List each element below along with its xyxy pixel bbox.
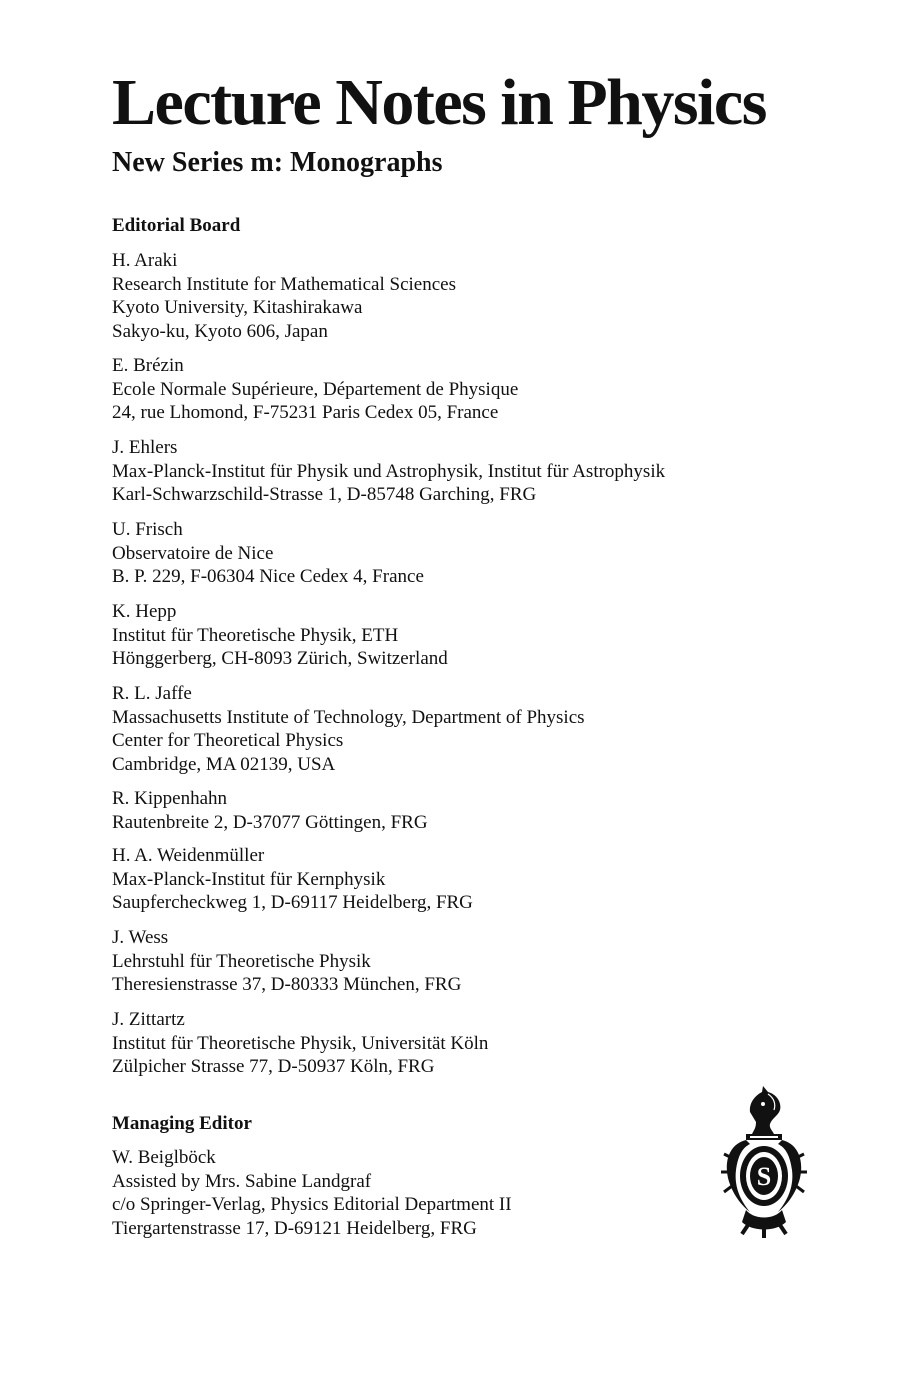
entry-line: B. P. 229, F-06304 Nice Cedex 4, France: [112, 566, 424, 587]
entry-line: 24, rue Lhomond, F-75231 Paris Cedex 05, France: [112, 402, 499, 423]
entry-line: Max-Planck-Institut für Kernphysik: [112, 868, 386, 890]
entry-line: R. Kippenhahn: [112, 788, 228, 809]
board-member-kippenhahn: [112, 787, 428, 834]
entry-line: Saupfercheckweg 1, D-69117 Heidelberg, FRG: [112, 892, 473, 913]
springer-knight-logo-icon: [716, 1082, 812, 1240]
series-title: Lecture Notes in Physics: [112, 66, 766, 139]
entry-line: Cambridge, MA 02139, USA: [112, 753, 336, 775]
entry-line: Lehrstuhl für Theoretische Physik: [112, 950, 371, 972]
managing-editor-heading: Managing Editor: [112, 1113, 252, 1134]
entry-line: Theresienstrasse 37, D-80333 München, FRG: [112, 974, 462, 995]
entry-line: J. Ehlers: [112, 437, 178, 458]
entry-line: W. Beiglböck: [112, 1147, 216, 1168]
entry-line: E. Brézin: [112, 355, 184, 376]
entry-line: Tiergartenstrasse 17, D-69121 Heidelberg, FRG: [112, 1217, 477, 1239]
entry-line: Assisted by Mrs. Sabine Landgraf: [112, 1170, 372, 1192]
board-member-brezin: [112, 354, 518, 425]
svg-text:S: S: [756, 1162, 772, 1191]
board-member-zittartz: [112, 1008, 488, 1079]
entry-line: Massachusetts Institute of Technology, Department of Physics: [112, 706, 585, 728]
entry-line: Sakyo-ku, Kyoto 606, Japan: [112, 320, 328, 342]
board-member-jaffe: [112, 682, 585, 776]
entry-line: c/o Springer-Verlag, Physics Editorial Department II: [112, 1194, 512, 1215]
entry-line: Hönggerberg, CH-8093 Zürich, Switzerland: [112, 648, 448, 669]
entry-line: Zülpicher Strasse 77, D-50937 Köln, FRG: [112, 1056, 435, 1077]
entry-line: Rautenbreite 2, D-37077 Göttingen, FRG: [112, 811, 428, 833]
editorial-board-heading: Editorial Board: [112, 215, 241, 236]
entry-line: Observatoire de Nice: [112, 542, 274, 564]
entry-line: Kyoto University, Kitashirakawa: [112, 297, 363, 318]
entry-line: K. Hepp: [112, 601, 177, 622]
board-member-frisch: [112, 518, 424, 589]
entry-line: H. A. Weidenmüller: [112, 845, 265, 866]
entry-line: J. Wess: [112, 927, 169, 948]
entry-line: Center for Theoretical Physics: [112, 730, 344, 751]
series-subtitle: New Series m: Monographs: [112, 147, 443, 178]
entry-line: U. Frisch: [112, 519, 183, 540]
board-member-araki: [112, 249, 456, 343]
managing-editor-entry: [112, 1146, 512, 1240]
entry-line: Institut für Theoretische Physik, Universität Köln: [112, 1032, 489, 1054]
entry-line: Institut für Theoretische Physik, ETH: [112, 624, 399, 646]
entry-line: R. L. Jaffe: [112, 683, 192, 704]
board-member-weidenmuller: [112, 844, 473, 915]
entry-line: H. Araki: [112, 250, 178, 271]
board-member-wess: [112, 926, 461, 997]
entry-line: J. Zittartz: [112, 1009, 185, 1030]
entry-line: Max-Planck-Institut für Physik und Astrophysik, Institut für Astrophysik: [112, 460, 666, 482]
board-member-ehlers: [112, 436, 665, 507]
board-member-hepp: [112, 600, 448, 671]
entry-line: Karl-Schwarzschild-Strasse 1, D-85748 Garching, FRG: [112, 484, 537, 505]
entry-line: Research Institute for Mathematical Sciences: [112, 273, 456, 295]
entry-line: Ecole Normale Supérieure, Département de Physique: [112, 378, 519, 400]
